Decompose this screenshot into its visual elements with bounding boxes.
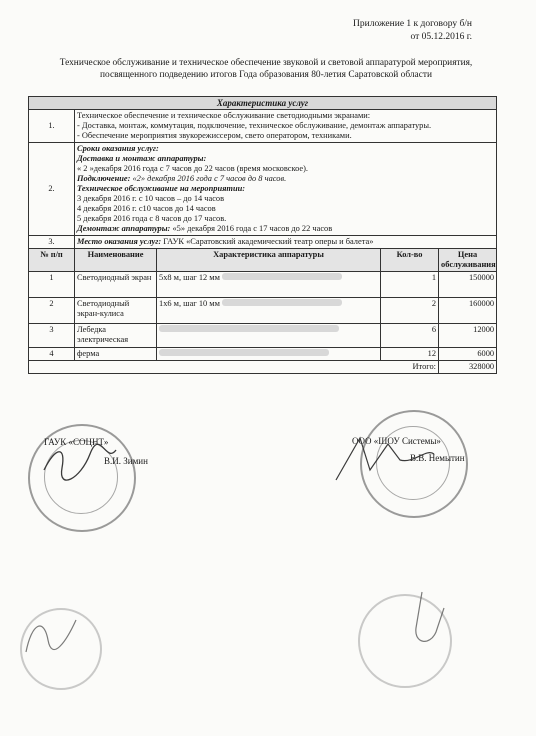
cell-price: 6000 bbox=[439, 348, 497, 361]
cell-price: 160000 bbox=[439, 298, 497, 324]
dismantle-label: Демонтаж аппаратуры: bbox=[77, 224, 171, 233]
total-value: 328000 bbox=[439, 361, 497, 374]
cell-price: 150000 bbox=[439, 272, 497, 298]
row-number: 3. bbox=[29, 236, 75, 249]
cell-num: 4 bbox=[29, 348, 75, 361]
services-table bbox=[28, 96, 497, 374]
cell-num: 1 bbox=[29, 272, 75, 298]
place-text: ГАУК «Саратовский академический театр оперы и балета» bbox=[161, 237, 374, 246]
col-spec-header: Характеристика аппаратуры bbox=[157, 249, 381, 272]
right-signature bbox=[330, 430, 440, 490]
maintenance-date: 3 декабря 2016 г. с 10 часов – до 14 часов bbox=[77, 194, 225, 203]
table-row bbox=[29, 324, 497, 348]
right-org: ООО «ШОУ Системы» bbox=[352, 436, 441, 446]
service-row-3 bbox=[29, 236, 497, 249]
table-row bbox=[29, 298, 497, 324]
connection-text: «2» декабря 2016 года с 7 часов до 8 часов. bbox=[130, 174, 287, 183]
total-row bbox=[29, 361, 497, 374]
place-label: Место оказания услуг: bbox=[77, 237, 162, 246]
maintenance-label: Техническое обслуживание на мероприятии: bbox=[77, 184, 246, 193]
cell-qty: 12 bbox=[381, 348, 439, 361]
left-signatory: В.И. Зимин bbox=[104, 456, 148, 466]
service-line: Техническое обеспечение и техническое обслуживание светодиодными экранами: bbox=[77, 111, 371, 120]
right-signatory: В.В. Немытин bbox=[410, 453, 465, 463]
dismantle-line bbox=[77, 224, 494, 234]
section-header: Характеристика услуг bbox=[29, 97, 497, 110]
cell-num: 2 bbox=[29, 298, 75, 324]
left-signature bbox=[40, 440, 120, 484]
cell-spec bbox=[157, 324, 381, 348]
appendix-note bbox=[353, 18, 472, 44]
col-qty-header: Кол-во bbox=[381, 249, 439, 272]
maintenance-date: 4 декабря 2016 г. с10 часов до 14 часов bbox=[77, 204, 216, 213]
cell-spec: 1х6 м, шаг 10 мм bbox=[157, 298, 381, 324]
document-title: Техническое обслуживание и техническое обеспечение звуковой и световой аппаратурой мероприятия, посвященного подведению итогов Года образования 80-летия Саратовской области bbox=[59, 58, 473, 80]
cell-qty: 2 bbox=[381, 298, 439, 324]
appendix-line-2: от 05.12.2016 г. bbox=[410, 32, 472, 42]
delivery-text: « 2 »декабря 2016 года с 7 часов до 22 часов (время московское). bbox=[77, 164, 309, 173]
left-org: ГАУК «СОЦНТ» bbox=[44, 437, 109, 447]
maintenance-date: 5 декабря 2016 года с 8 часов до 17 часов. bbox=[77, 214, 227, 223]
cell-spec: 5х8 м, шаг 12 мм bbox=[157, 272, 381, 298]
cell-qty: 1 bbox=[381, 272, 439, 298]
service-line: - Доставка, монтаж, коммутация, подключение, техническое обслуживание, демонтаж аппаратуры. bbox=[77, 121, 432, 130]
service-row-1 bbox=[29, 110, 497, 143]
connection-line bbox=[77, 174, 494, 184]
cell-name: Светодиодный экран bbox=[75, 272, 157, 298]
col-name-header: Наименование bbox=[75, 249, 157, 272]
lower-left-signature bbox=[22, 612, 82, 662]
lower-right-signature bbox=[396, 588, 450, 654]
table-row bbox=[29, 348, 497, 361]
delivery-label: Доставка и монтаж аппаратуры: bbox=[77, 154, 207, 163]
row-number: 2. bbox=[29, 143, 75, 236]
terms-title: Сроки оказания услуг: bbox=[77, 144, 159, 153]
service-line: - Обеспечение мероприятия звукорежиссером, свето оператором, техниками. bbox=[77, 131, 352, 140]
equipment-header-row bbox=[29, 249, 497, 272]
table-row bbox=[29, 272, 497, 298]
cell-spec bbox=[157, 348, 381, 361]
col-num-header: № п/п bbox=[29, 249, 75, 272]
row-number: 1. bbox=[29, 110, 75, 143]
service-terms bbox=[75, 143, 497, 236]
appendix-line-1: Приложение 1 к договору б/н bbox=[353, 19, 472, 29]
col-price-header: Цена обслуживания bbox=[439, 249, 497, 272]
cell-qty: 6 bbox=[381, 324, 439, 348]
cell-price: 12000 bbox=[439, 324, 497, 348]
total-label: Итого: bbox=[29, 361, 439, 374]
cell-num: 3 bbox=[29, 324, 75, 348]
cell-name: ферма bbox=[75, 348, 157, 361]
service-row-2 bbox=[29, 143, 497, 236]
dismantle-text: «5» декабря 2016 года с 17 часов до 22 часов bbox=[170, 224, 333, 233]
cell-name: Светодиодный экран-кулиса bbox=[75, 298, 157, 324]
connection-label: Подключение: bbox=[77, 174, 131, 183]
cell-name: Лебедка электрическая bbox=[75, 324, 157, 348]
service-description bbox=[75, 110, 497, 143]
service-place bbox=[75, 236, 497, 249]
